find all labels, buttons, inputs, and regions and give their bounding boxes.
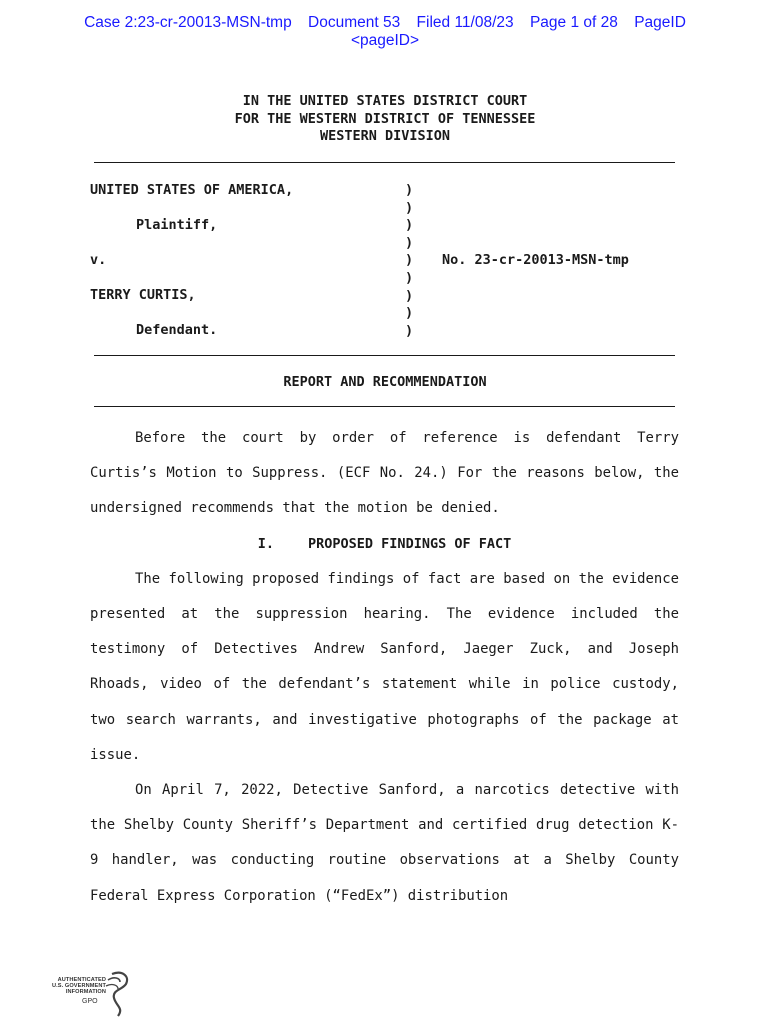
defendant-role: Defendant. <box>136 322 218 338</box>
filed-date: Filed 11/08/23 <box>416 14 514 31</box>
pageid-value: <pageID> <box>350 32 420 49</box>
paren: ) <box>405 269 414 286</box>
document-title: REPORT AND RECOMMENDATION <box>283 374 487 390</box>
defendant-name: TERRY CURTIS, <box>90 287 196 303</box>
findings-paragraph-1: The following proposed findings of fact are based on the evidence presented at the suppression hearing. The evidence included the testimony of Detectives Andrew Sanford, Jaeger Zuck, and Joseph Rhoads, video of the defendant’s statement while in police custody, two search warrants, and investigative photographs of the package at issue. <box>90 570 679 763</box>
case-number: Case 2:23-cr-20013-MSN-tmp <box>84 14 292 31</box>
caption-parens <box>405 182 413 340</box>
intro-paragraph: Before the court by order of reference is defendant Terry Curtis’s Motion to Suppress. (ECF No. 24.) For the reasons below, the undersigned recommends that the motion be denied. <box>90 430 679 517</box>
gpo-label: GPO <box>82 998 98 1005</box>
section-title: PROPOSED FINDINGS OF FACT <box>308 535 512 552</box>
divider-caption-bottom <box>94 355 675 356</box>
court-heading <box>0 93 770 146</box>
paren: ) <box>405 305 414 322</box>
document-number: Document 53 <box>308 14 401 31</box>
divider-title-bottom <box>94 406 675 407</box>
gpo-authentication-logo <box>44 970 134 1020</box>
plaintiff-name: UNITED STATES OF AMERICA, <box>90 182 294 198</box>
paren: ) <box>405 217 414 234</box>
plaintiff-role: Plaintiff, <box>136 217 218 233</box>
paren: ) <box>405 322 414 339</box>
logo-line: INFORMATION <box>65 989 106 996</box>
paren: ) <box>405 287 414 304</box>
paren: ) <box>405 199 414 216</box>
logo-line: U.S. GOVERNMENT <box>51 983 106 990</box>
section-heading <box>90 527 679 562</box>
page-count: Page 1 of 28 <box>529 14 618 31</box>
paren: ) <box>405 252 414 269</box>
divider-top <box>94 162 675 163</box>
versus: v. <box>90 252 107 268</box>
findings-paragraph-2: On April 7, 2022, Detective Sanford, a narcotics detective with the Shelby County Sheriff’s Department and certified drug detection K-9 handler, was conducting routine observations at a Shelby County Federal Express Corporation (“FedEx”) distribution <box>90 782 679 904</box>
court-line-1: IN THE UNITED STATES DISTRICT COURT <box>242 93 528 109</box>
logo-line: AUTHENTICATED <box>57 977 106 983</box>
court-line-2: FOR THE WESTERN DISTRICT OF TENNESSEE <box>234 110 536 127</box>
paren: ) <box>405 234 414 251</box>
case-number-caption: No. 23-cr-20013-MSN-tmp <box>442 252 629 268</box>
pageid-label: PageID <box>634 14 686 31</box>
section-number: I. <box>257 535 275 552</box>
paren: ) <box>405 182 414 198</box>
ecf-header <box>0 14 770 50</box>
eagle-icon <box>102 970 132 1018</box>
document-body <box>90 421 679 914</box>
court-line-3: WESTERN DIVISION <box>319 128 451 144</box>
